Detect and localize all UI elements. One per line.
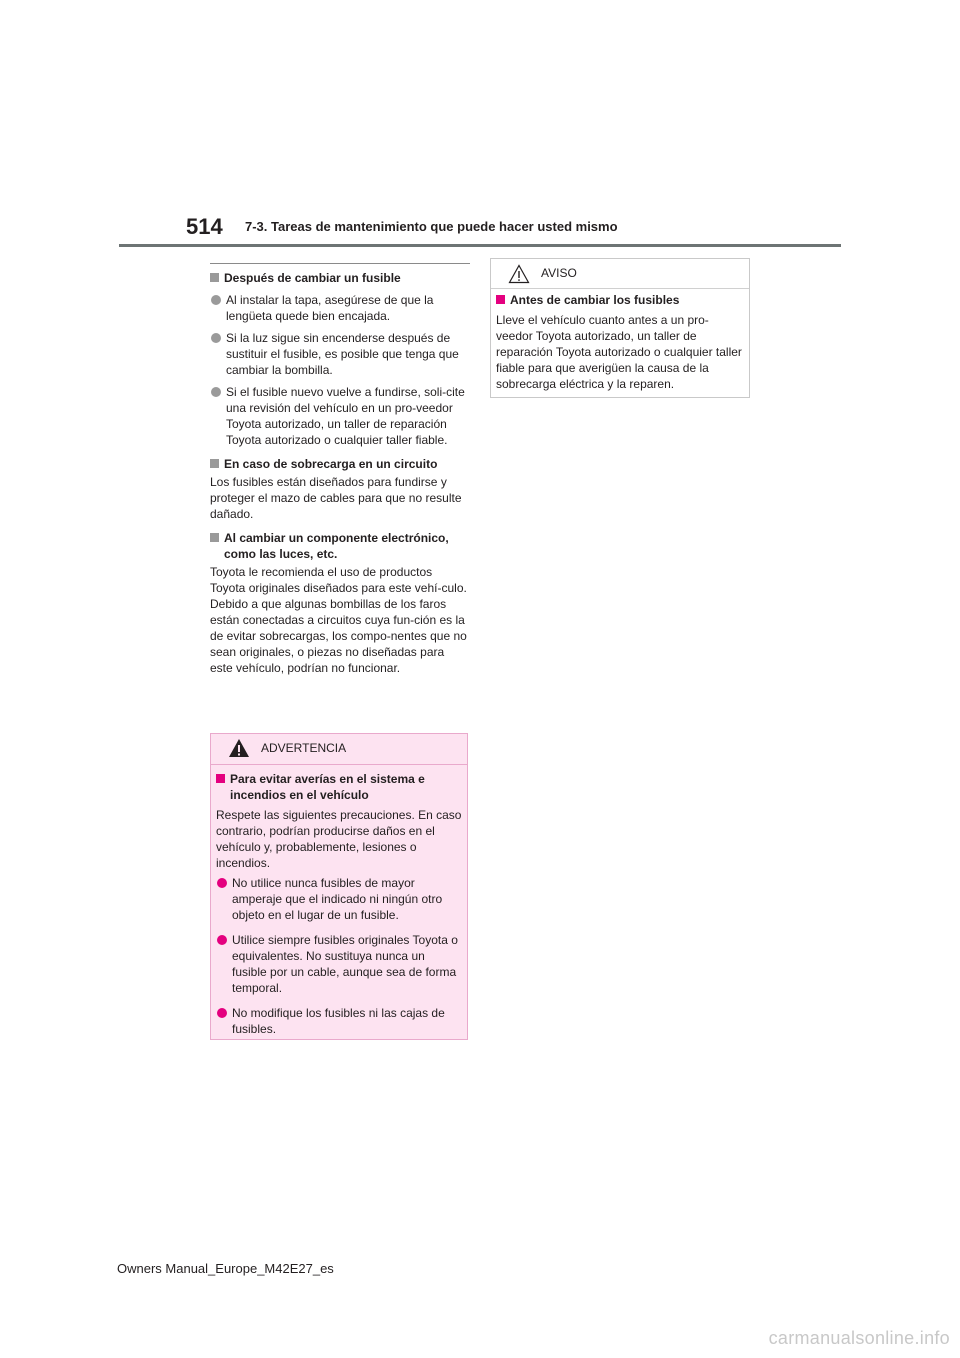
warning-heading	[216, 771, 462, 803]
square-bullet-icon	[216, 774, 225, 783]
list-item	[216, 932, 462, 996]
list-item	[210, 292, 470, 324]
list-item-text: Utilice siempre fusibles originales Toyota o equivalentes. No sustituya nunca un fusible por un cable, aunque sea de forma temporal.	[232, 933, 458, 995]
heading-text: Antes de cambiar los fusibles	[510, 293, 680, 307]
notice-heading	[496, 292, 744, 308]
square-bullet-icon	[210, 533, 219, 542]
notice-body	[491, 292, 749, 392]
notice-header	[491, 259, 749, 289]
square-bullet-icon	[210, 459, 219, 468]
heading-text: Al cambiar un componente electrónico, como las luces, etc.	[224, 531, 449, 561]
heading-text: Para evitar averías en el sistema e incendios en el vehículo	[230, 772, 425, 802]
circle-bullet-icon	[211, 333, 221, 343]
list-item	[210, 330, 470, 378]
heading-text: Después de cambiar un fusible	[224, 271, 401, 285]
circle-bullet-icon	[217, 935, 227, 945]
notice-label: AVISO	[541, 266, 577, 280]
warning-intro: Respete las siguientes precauciones. En caso contrario, podrían producirse daños en el vehículo y, probablemente, lesiones o incendios.	[216, 808, 462, 870]
header-rule	[119, 244, 841, 247]
warning-box	[210, 733, 468, 1040]
heading-after-fuse	[210, 270, 470, 286]
footer-text: Owners Manual_Europe_M42E27_es	[117, 1261, 334, 1276]
list-item-text: No modifique los fusibles ni las cajas de fusibles.	[232, 1006, 445, 1036]
list-item-text: Si la luz sigue sin encenderse después de sustituir el fusible, es posible que tenga que cambiar la bombilla.	[226, 331, 459, 377]
notice-text: Lleve el vehículo cuanto antes a un pro-veedor Toyota autorizado, un taller de reparación Toyota autorizado o cualquier taller fiable para que averigüen la causa de la sobrecarga eléctrica y la reparen.	[496, 313, 742, 391]
circle-bullet-icon	[211, 295, 221, 305]
page-number: 514	[186, 214, 223, 239]
square-bullet-icon	[210, 273, 219, 282]
left-column	[210, 263, 470, 676]
list-item	[216, 875, 462, 923]
heading-electronic-component	[210, 530, 470, 562]
warning-triangle-icon	[228, 738, 250, 758]
caution-triangle-icon	[508, 264, 530, 284]
square-bullet-icon	[496, 295, 505, 304]
warning-label: ADVERTENCIA	[261, 741, 347, 755]
section-rule	[210, 263, 470, 264]
circle-bullet-icon	[211, 387, 221, 397]
heading-text: En caso de sobrecarga en un circuito	[224, 457, 438, 471]
warning-header	[211, 734, 467, 765]
list-item	[210, 384, 470, 448]
warning-body	[211, 765, 467, 1037]
list-item-text: Si el fusible nuevo vuelve a fundirse, soli-cite una revisión del vehículo en un pro-veedor Toyota autorizado, un taller de reparación Toyota autorizado o cualquier taller fiable.	[226, 385, 465, 447]
list-item-text: No utilice nunca fusibles de mayor amperaje que el indicado ni ningún otro objeto en el lugar de un fusible.	[232, 876, 443, 922]
paragraph-electronic-component: Toyota le recomienda el uso de productos Toyota originales diseñados para este vehí-culo. Debido a que algunas bombillas de los faros están conectadas a circuitos cuya fun-ción es la de evitar sobrecargas, los compo-nentes que no sean originales, o piezas no diseñadas para este vehículo, podrían no funcionar.	[210, 565, 467, 675]
list-item	[216, 1005, 462, 1037]
watermark: carmanualsonline.info	[768, 1328, 950, 1348]
section-title: 7-3. Tareas de mantenimiento que puede hacer usted mismo	[245, 219, 618, 234]
heading-overload	[210, 456, 470, 472]
paragraph-overload: Los fusibles están diseñados para fundirse y proteger el mazo de cables para que no resulte dañado.	[210, 475, 462, 521]
notice-box	[490, 258, 750, 398]
circle-bullet-icon	[217, 878, 227, 888]
circle-bullet-icon	[217, 1008, 227, 1018]
list-item-text: Al instalar la tapa, asegúrese de que la lengüeta quede bien encajada.	[226, 293, 434, 323]
